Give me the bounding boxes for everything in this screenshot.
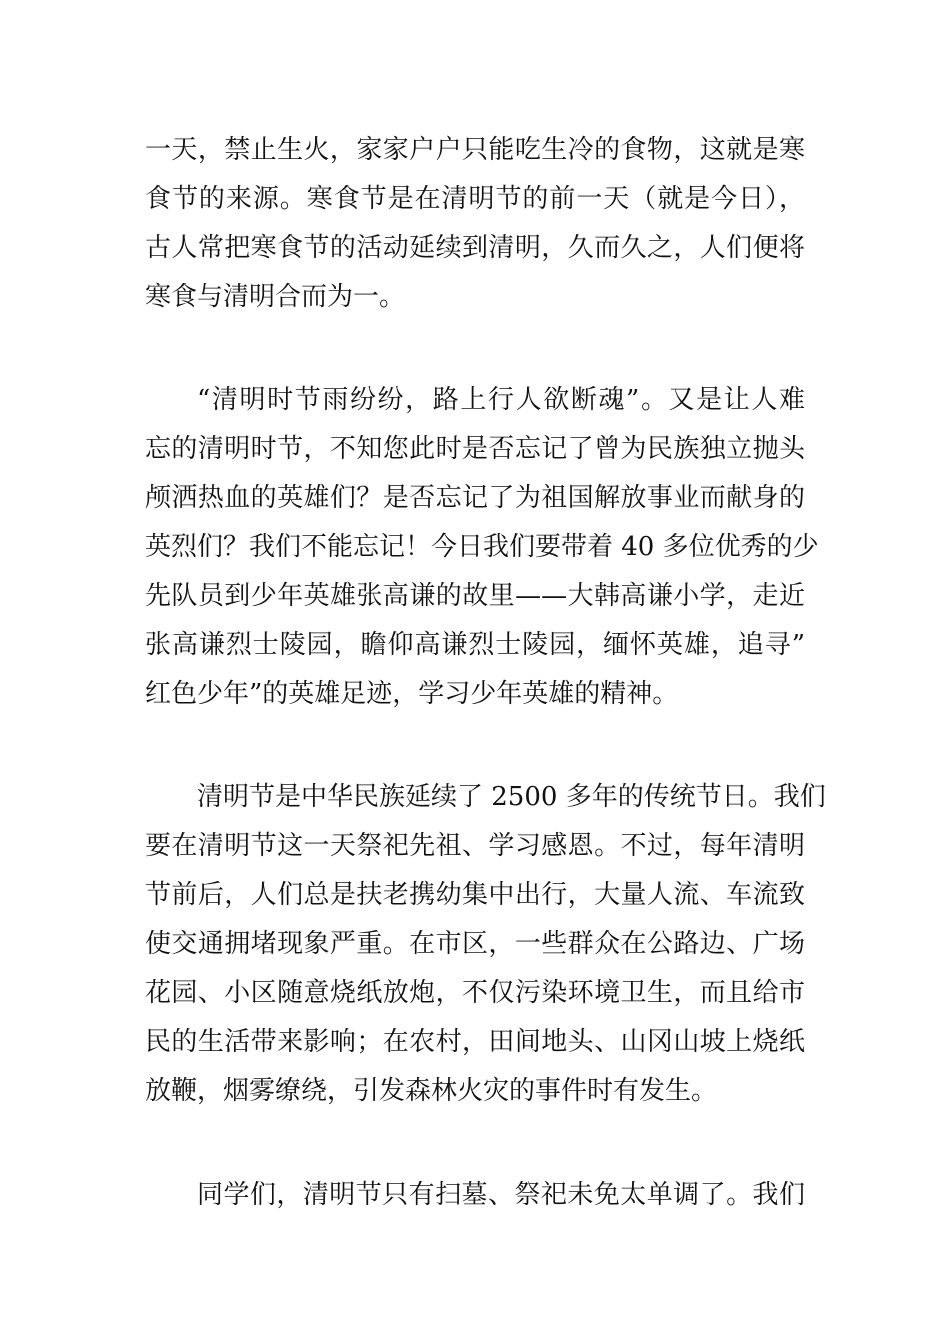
paragraph-2-line-2: 忘的清明时节，不知您此时是否忘记了曾为民族独立抛头	[145, 434, 805, 464]
paragraph-3-line-7: 放鞭，烟雾缭绕，引发森林火灾的事件时有发生。	[145, 1076, 718, 1106]
paragraph-4-line-1: 同学们，清明节只有扫墓、祭祀未免太单调了。我们	[197, 1180, 805, 1210]
paragraph-1-line-2: 食节的来源。寒食节是在清明节的前一天（就是今日），	[145, 184, 805, 214]
paragraph-3-line-1: 清明节是中华民族延续了 2500 多年的传统节日。我们	[197, 782, 826, 812]
paragraph-2-line-7: 红色少年”的英雄足迹，学习少年英雄的精神。	[145, 679, 679, 709]
paragraph-2-line-1: “清明时节雨纷纷，路上行人欲断魂”。又是让人难	[197, 385, 805, 415]
paragraph-3-line-2: 要在清明节这一天祭祀先祖、学习感恩。不过，每年清明	[145, 831, 805, 861]
paragraph-3-line-5: 花园、小区随意烧纸放炮，不仅污染环境卫生，而且给市	[145, 978, 805, 1008]
paragraph-2-line-6: 张高谦烈士陵园，瞻仰高谦烈士陵园，缅怀英雄，追寻”	[145, 630, 805, 660]
paragraph-2-line-3: 颅洒热血的英雄们？是否忘记了为祖国解放事业而献身的	[145, 483, 805, 513]
paragraph-1-line-4: 寒食与清明合而为一。	[145, 282, 406, 312]
paragraph-1-line-3: 古人常把寒食节的活动延续到清明，久而久之，人们便将	[145, 233, 805, 263]
paragraph-3-line-6: 民的生活带来影响；在农村，田间地头、山冈山坡上烧纸	[145, 1027, 805, 1057]
paragraph-3-line-4: 使交通拥堵现象严重。在市区，一些群众在公路边、广场	[145, 929, 805, 959]
paragraph-2-line-5: 先队员到少年英雄张高谦的故里——大韩高谦小学，走近	[145, 581, 805, 611]
paragraph-3-line-3: 节前后，人们总是扶老携幼集中出行，大量人流、车流致	[145, 880, 805, 910]
paragraph-2-line-4: 英烈们？我们不能忘记！今日我们要带着 40 多位优秀的少	[145, 532, 819, 562]
paragraph-1-line-1: 一天，禁止生火，家家户户只能吃生冷的食物，这就是寒	[145, 135, 805, 165]
